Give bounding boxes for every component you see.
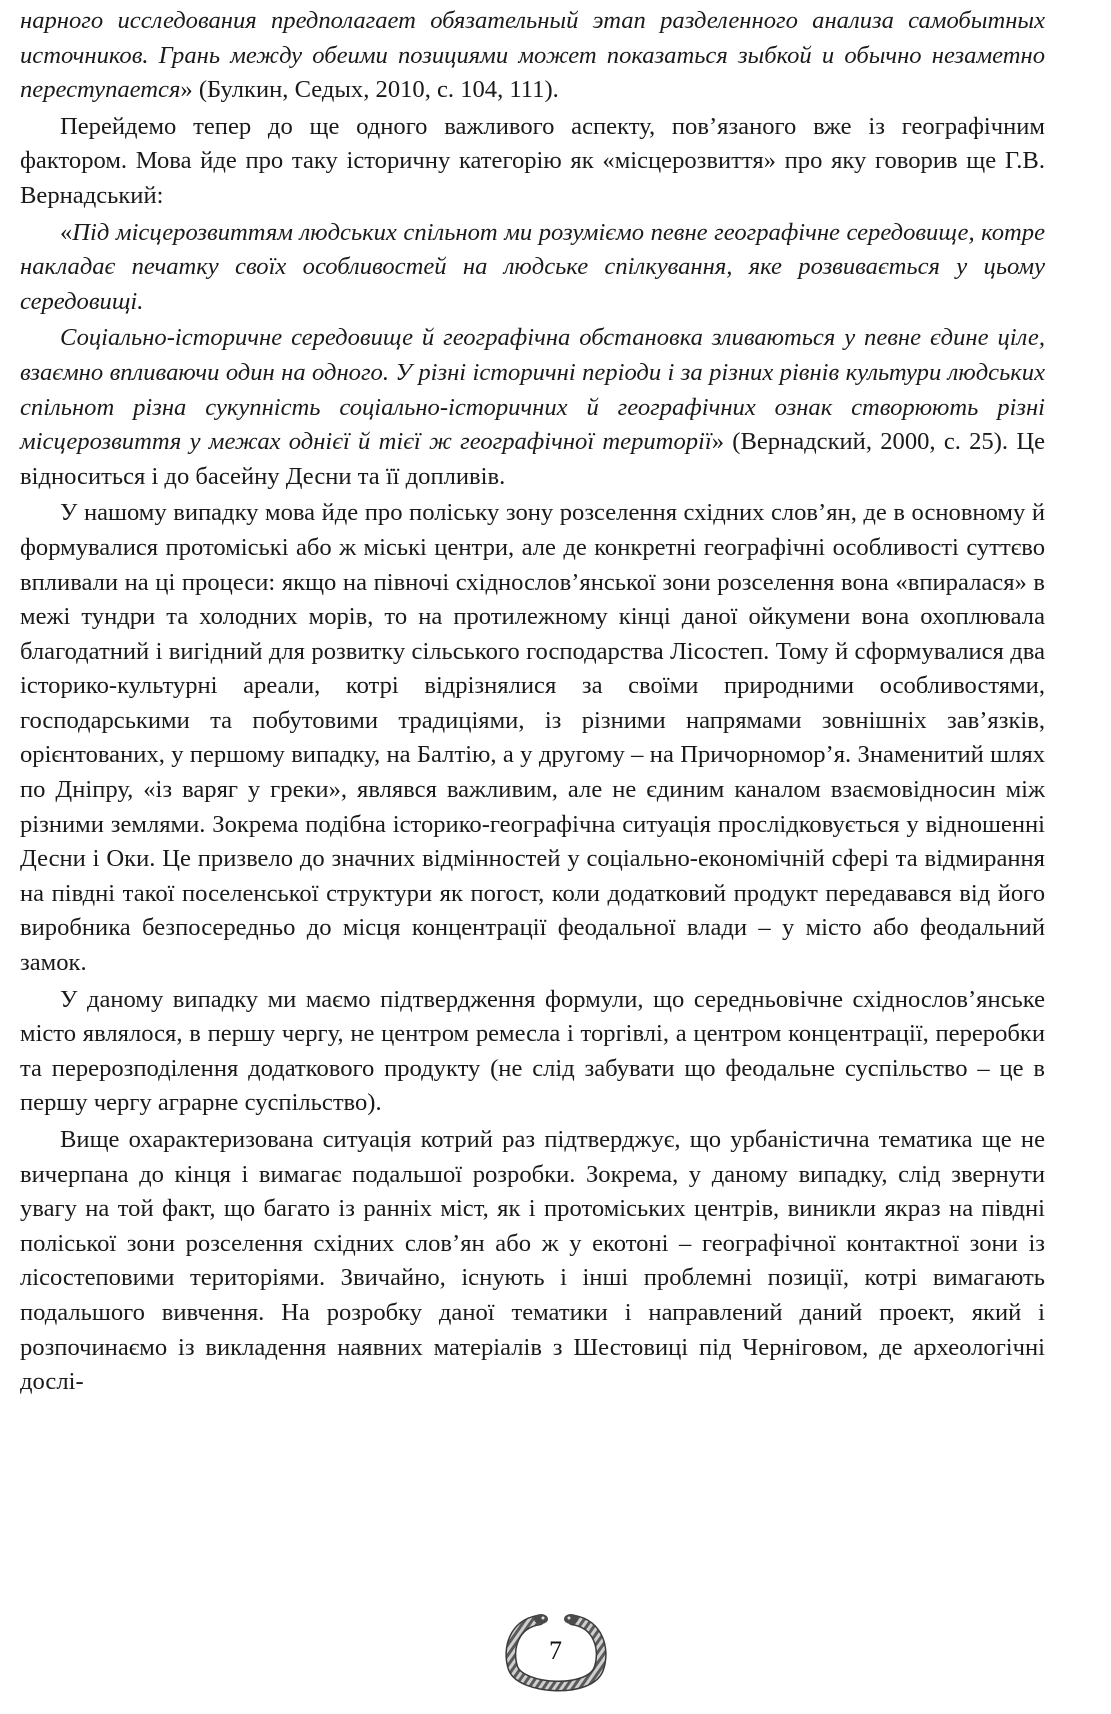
paragraph: У нашому випадку мова йде про поліську зону розселення східних слов’ян, де в основному й формувалися протоміські або ж міські центри, але де конкретні географічні особливості суттєво впливали на ці процеси: якщо на півночі східнослов’янської зони розселення вона «впиралася» в межі тундри та холодних морів, то на протилежному кінці даної ойкумени вона охоплювала благодатний і вигідний для розвитку сільського господарства Лісостеп. Тому й сформувалися два історико-культурні ареали, котрі відрізнялися за своїми природними особливостями, господарськими та побутовими традиціями, із різними напрямами зовнішніх зав’язків, орієнтованих, у першому випадку, на Балтію, а у другому – на Причорномор’я. Знаменитий шлях по Дніпру, «із варяг у греки», являвся важливим, але не єдиним каналом взаємовідносин між різними землями. Зокрема подібна історико-географічна ситуація прослідковується у відношенні Десни і Оки. Це призвело до значних відмінностей у соціально-економічній сфері та відмирання на півдні такої поселенської структури як погост, коли додатковий продукт передавався від його виробника безпосередньо до місця концентрації феодальної влади – у місто або феодальний замок. [20,499,1045,977]
page-footer [0,1610,1111,1696]
paragraph: У даному випадку ми маємо підтвердження формули, що середньовічне східнослов’янське місто являлося, в першу чергу, не центром ремесла і торгівлі, а центром концентрації, переробки та перерозподілення додаткового продукту (не слід забувати що феодальне суспільство – це в першу чергу аграрне суспільство). [20,985,1045,1117]
citation: » (Булкин, Седых, 2010, с. 104, 111). [180,76,559,104]
paragraph-continuation [20,4,1045,108]
quote-paragraph [20,216,1045,320]
paragraph: Вище охарактеризована ситуація котрий раз підтверджує, що урбаністична тематика ще не вичерпана до кінця і вимагає подальшої розробки. Зокрема, у даному випадку, слід звернути увагу на той факт, що багато із ранніх міст, як і протоміських центрів, виникли якраз на півдні поліської зони розселення східних слов’ян або ж у екотоні – географічної контактної зони із лісостеповими територіями. Звичайно, існують і інші проблемні позиції, котрі вимагають подальшого вивчення. На розробку даної тематики і направлений даний проект, який і розпочинаємо із викладення наявних матеріалів з Шестовиці під Черніговом, де археологічні дослі- [20,1126,1045,1396]
page-number: 7 [549,1636,562,1665]
body-text [20,4,1045,1400]
serpent-ring-ornament-icon [501,1610,611,1696]
italic-quote: Соціально-історичне середовище й географічна обстановка зливаються у певне єдине ціле, взаємно впливаючи один на одного. У різні історичні періоди і за різних рівнів культури людських спільнот різна сукупність соціально-історичних й географічних ознак створюють різні місцерозвиття у межах однієї й тієї ж географічної території [20,324,1045,456]
quote-paragraph [20,321,1045,494]
quote-open: « [60,218,73,246]
citation: » (Вернадский, 2000, с. 25). Це відноситься і до басейну Десни та її допливів. [20,428,1046,490]
italic-quote: Під місцерозвиттям людських спільнот ми розуміємо певне географічне середовище, котре накладає печатку своїх особливостей на людське спілкування, яке розвивається у цьому середовищі. [20,218,1045,315]
italic-quote: нарного исследования предполагает обязательный этап разделенного анализа самобытных источников. Грань между обеими позициями может показаться зыбкой и обычно незаметно переступается [20,7,1045,104]
paragraph: Перейдемо тепер до ще одного важливого аспекту, пов’язаного вже із географічним фактором. Мова йде про таку історичну категорію як «місцерозвиття» про яку говорив ще Г.В. Вернадський: [20,112,1045,209]
